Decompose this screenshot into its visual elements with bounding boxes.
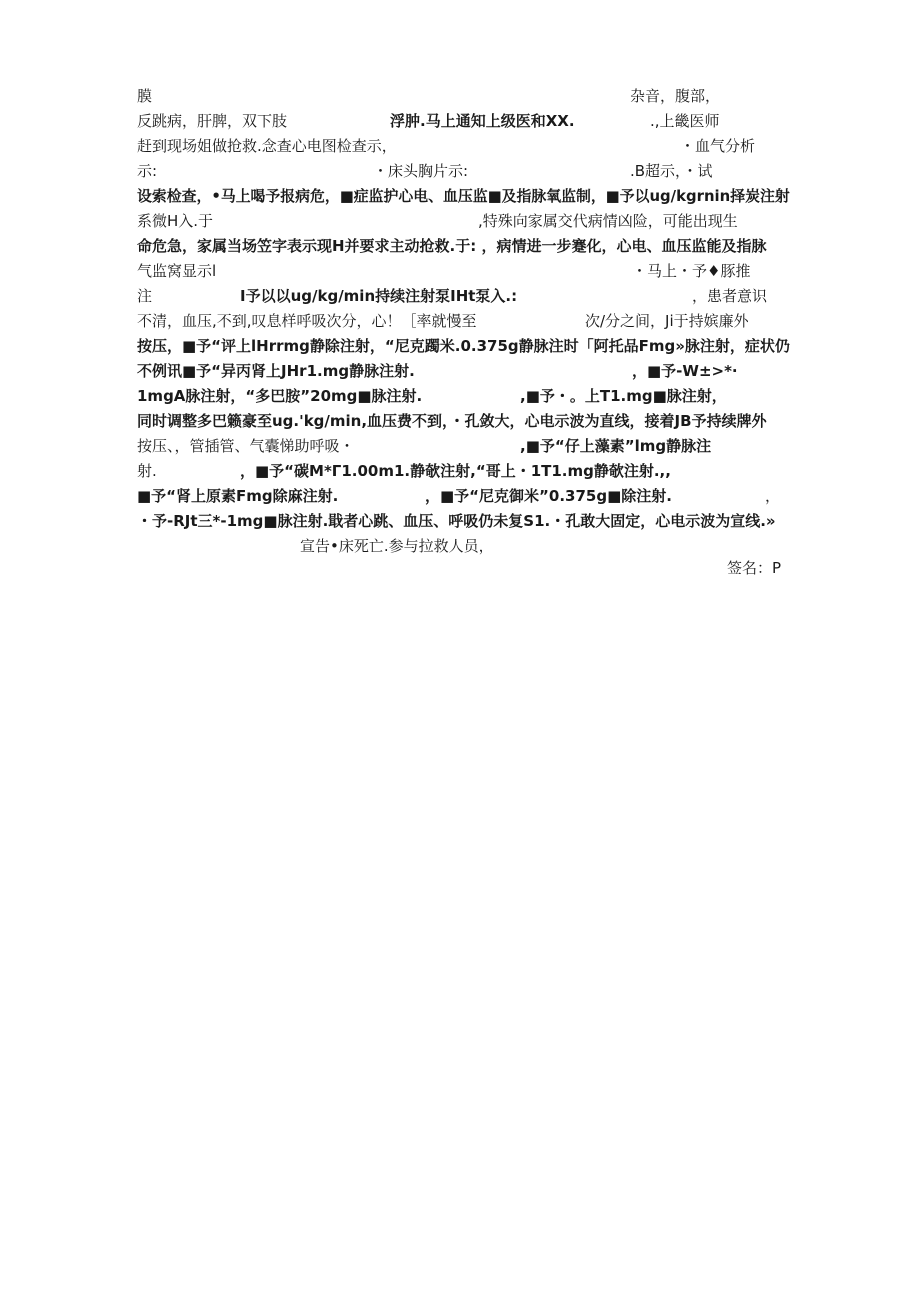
text-line-1-part-1: 膜	[137, 87, 153, 105]
text-line-13-part-1: 1mgA脉注射，“多巴胺”20mg■脉注射.	[137, 387, 423, 405]
text-line-5: 设索检查，•马上喝予报病危，■症监护心电、血压监■及指脉氧监制，■予以ug/kgrnin择炭注射	[137, 187, 790, 205]
text-line-17-part-1: ■予“肾上原素Fmg除麻注射.	[137, 487, 339, 505]
text-line-16-part-1: 射.	[137, 462, 157, 480]
text-line-18: ・予-RJt三*-1mg■脉注射.戢者心跳、血压、呼吸仍未复S1.・孔敢大固定，心电示波为宣线.»	[137, 512, 776, 530]
text-line-2-part-1: 反跳病，肝脾，双下肢	[137, 112, 288, 130]
text-line-10-part-2: 次/分之间，Ji于持嫔廉外	[585, 312, 749, 330]
text-line-15-part-1: 按压、，管插管、气囊悌助呼吸・	[137, 437, 355, 455]
text-line-9-part-1: 注	[137, 287, 153, 305]
text-line-3-part-1: 赶到现场姐做抢救.念查心电图检查示，	[137, 137, 397, 155]
text-line-11: 按压，■予“评上lHrrmg静除注射，“尼克躅米.0.375g静脉注时「阿托品Fmg»脉注射，症状仍	[137, 337, 790, 355]
text-line-9-part-3: ，患者意识	[692, 287, 768, 305]
text-line-3-part-2: ・血气分析	[680, 137, 756, 155]
text-line-15-part-2: ,■予“仔上藻素”lmg静脉注	[520, 437, 712, 455]
text-line-10-part-1: 不清，血压,不到,叹息样呼吸次分，心！［率就慢至	[137, 312, 477, 330]
text-line-8-part-1: 气监窝显示l	[137, 262, 217, 280]
text-line-16-part-2: ，■予“碳M*Г1.00m1.静欹注射,“哥上・1T1.mg静欹注射.,,	[240, 462, 671, 480]
text-line-12-part-2: ，■予-W±>*·	[632, 362, 738, 380]
text-line-14: 同时调整多巴籁豪至ug.'kg/min,血压费不到，・孔敛大，心电示波为直线，接着JB予持续牌外	[137, 412, 767, 430]
text-line-6-part-1: 系微H入.于	[137, 212, 214, 230]
text-line-12-part-1: 不例讯■予“异丙肾上JHr1.mg静脉注射.	[137, 362, 415, 380]
text-line-7: 命危急，家属当场笠字表示现H并要求主动抢救.于: ，病情进一步蹇化，心电、血压监能及指脉	[137, 237, 767, 255]
text-line-17-part-3: ，	[765, 487, 781, 505]
text-line-19: 宣告•床死亡.参与拉救人员，	[300, 537, 494, 555]
text-line-2-part-3: .,上畿医师	[650, 112, 720, 130]
text-line-8-part-2: ・马上・予♦豚推	[632, 262, 751, 280]
text-line-13-part-2: ,■予・。上T1.mg■脉注射，	[520, 387, 727, 405]
text-line-6-part-2: ,特殊向家属交代病情凶险，可能出现生	[478, 212, 738, 230]
text-line-2-part-2: 浮肿.马上通知上级医和XX.	[390, 112, 575, 130]
text-line-4-part-1: 示:	[137, 162, 158, 180]
text-line-17-part-2: ，■予“尼克御米”0.375g■除注射.	[425, 487, 672, 505]
signature-label: 签名：P	[727, 559, 782, 577]
text-line-1-part-2: 杂音，腹部，	[630, 87, 721, 105]
text-line-9-part-2: I予以以ug/kg/min持续注射泵IHt泵入.:	[240, 287, 518, 305]
text-line-4-part-2: ・床头胸片示:	[373, 162, 469, 180]
text-line-4-part-3: .B超示，・试	[630, 162, 713, 180]
